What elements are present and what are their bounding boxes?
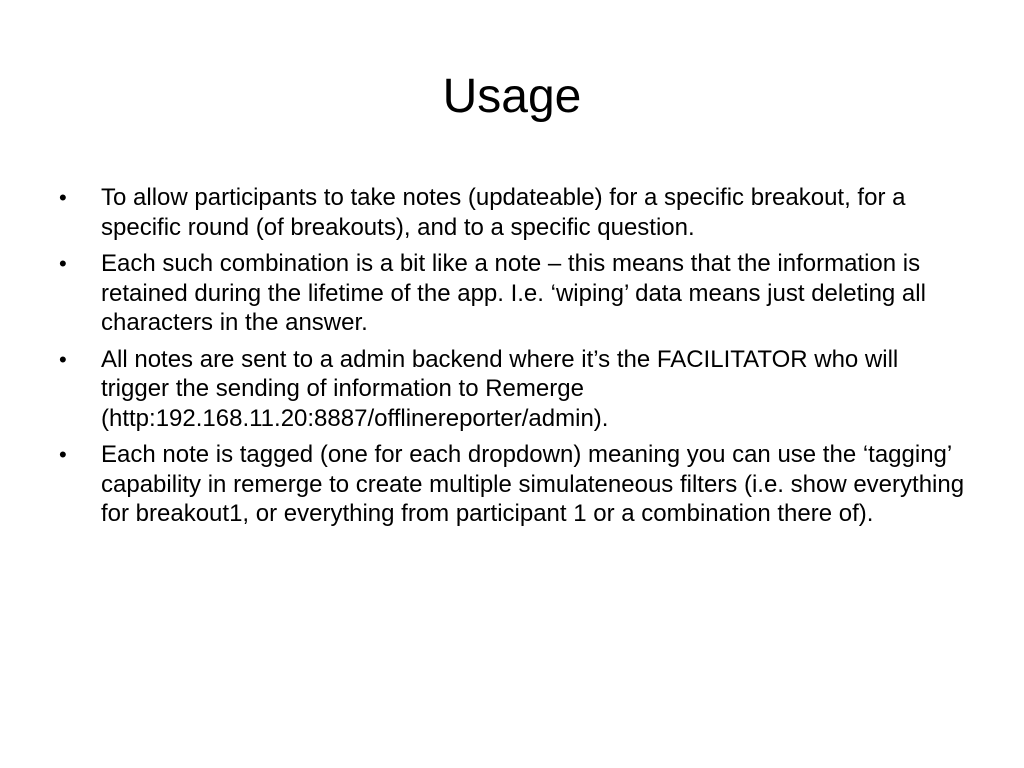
bullet-dot-icon: • (59, 251, 67, 276)
bullet-dot-icon: • (59, 442, 67, 467)
bullet-text: Each such combination is a bit like a note – this means that the information is retained during the lifetime of the app. I.e. ‘wiping’ data means just deleting all characters in the answer. (101, 250, 926, 336)
list-item (59, 249, 971, 338)
bullet-dot-icon: • (59, 185, 67, 210)
list-item (59, 345, 971, 434)
bullet-text: Each note is tagged (one for each dropdown) meaning you can use the ‘tagging’ capability in remerge to create multiple simulateneous filters (i.e. show everything for breakout1, or everything from participant 1 or a combination there of). (101, 441, 965, 527)
bullet-list (59, 183, 971, 536)
slide-title: Usage (442, 70, 582, 123)
list-item (59, 183, 971, 242)
bullet-dot-icon: • (59, 346, 67, 372)
bullet-text: All notes are sent to a admin backend where it’s the FACILITATOR who will trigger the sending of information to Remerge (http:192.168.11.20:8887/offlinereporter/admin). (101, 345, 899, 432)
bullet-text: To allow participants to take notes (updateable) for a specific breakout, for a specific round (of breakouts), and to a specific question. (101, 184, 906, 241)
list-item (59, 440, 971, 529)
